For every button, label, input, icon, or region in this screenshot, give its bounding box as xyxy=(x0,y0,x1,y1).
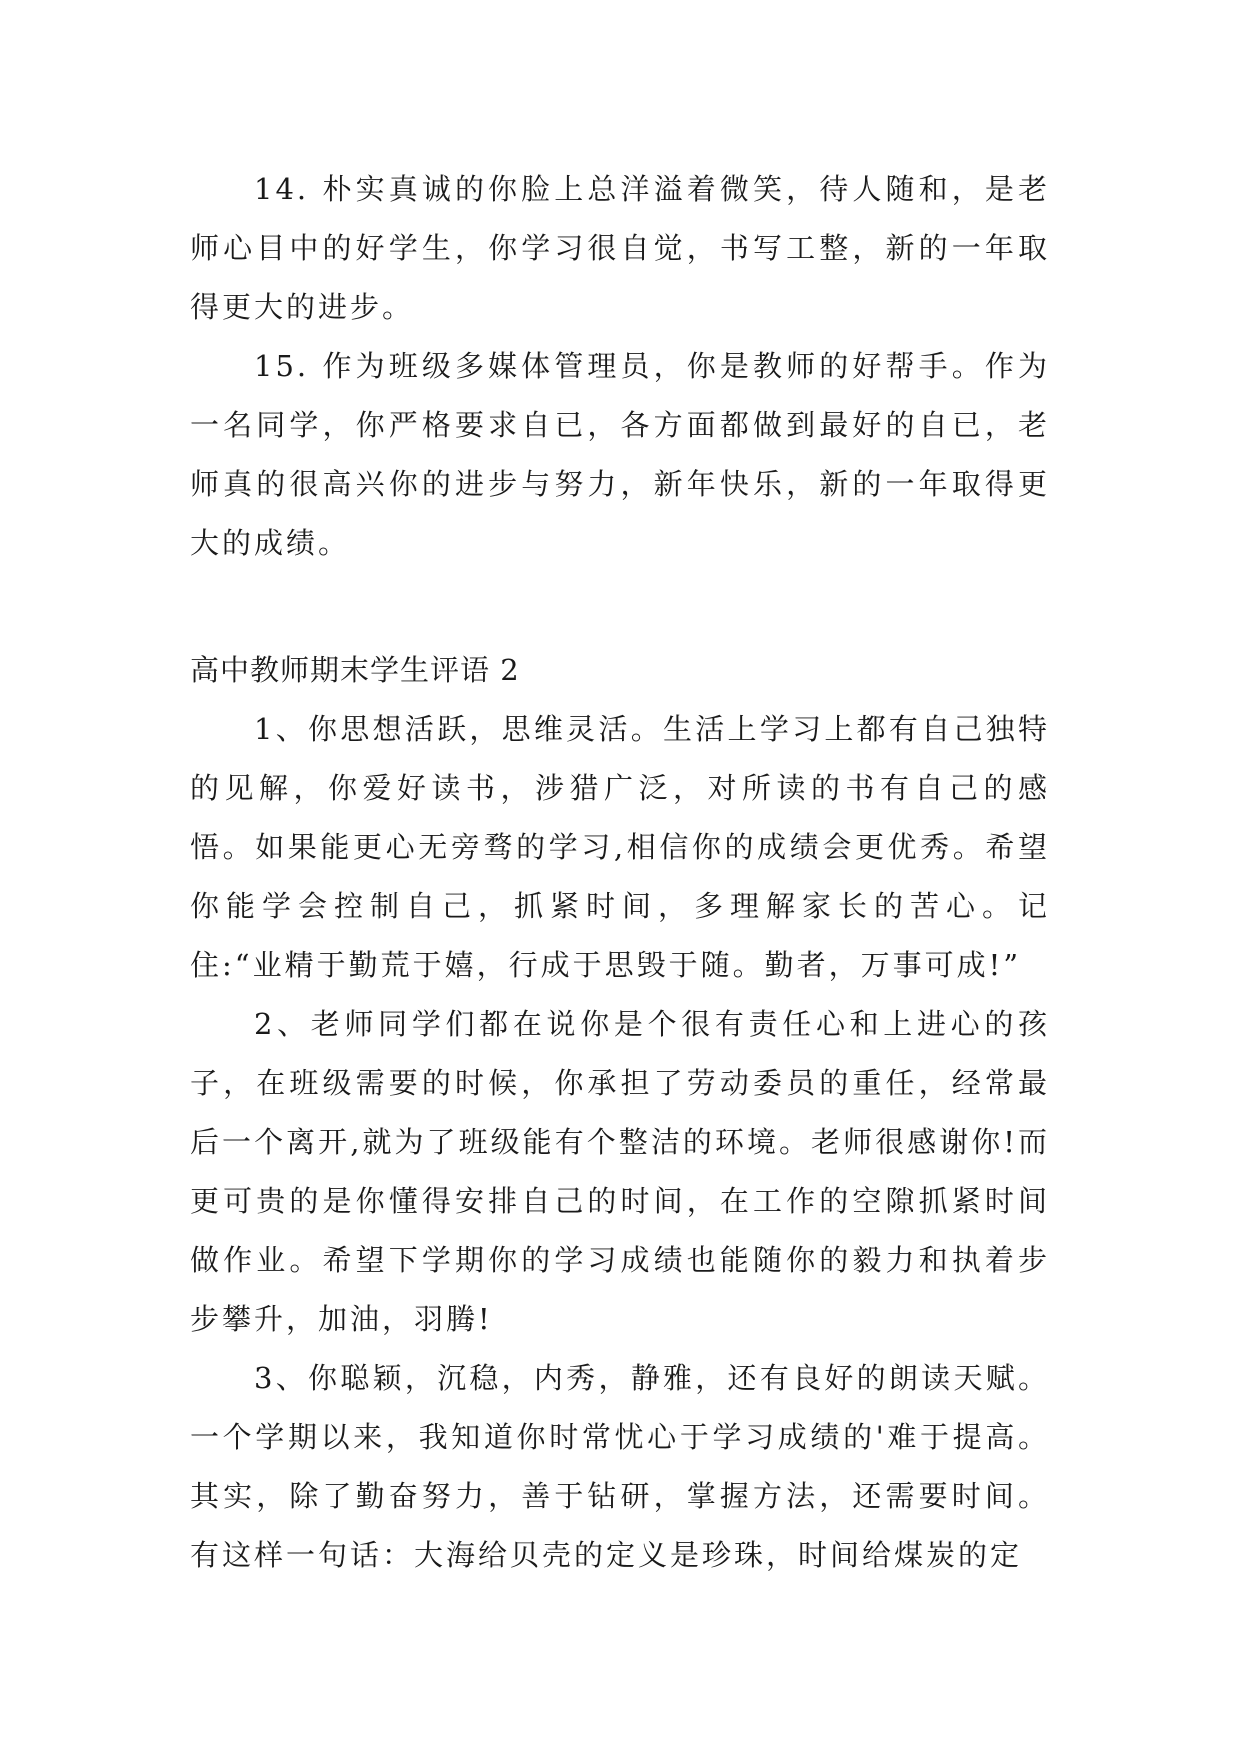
comment-14: 14. 朴实真诚的你脸上总洋溢着微笑，待人随和，是老师心目中的好学生，你学习很自觉，书写工整，新的一年取得更大的进步。 xyxy=(190,172,1050,324)
section-heading: 高中教师期末学生评语 2 xyxy=(190,653,520,687)
document-page xyxy=(190,160,1050,1585)
comment-15: 15. 作为班级多媒体管理员，你是教师的好帮手。作为一名同学，你严格要求自已，各方面都做到最好的自已，老师真的很高兴你的进步与努力，新年快乐，新的一年取得更大的成绩。 xyxy=(190,349,1050,560)
comment-3: 3、你聪颖，沉稳，内秀，静雅，还有良好的朗读天赋。一个学期以来，我知道你时常忧心于学习成绩的'难于提高。其实，除了勤奋努力，善于钻研，掌握方法，还需要时间。有这样一句话：大海给贝壳的定义是珍珠，时间给煤炭的定 xyxy=(190,1361,1050,1572)
comment-2: 2、老师同学们都在说你是个很有责任心和上进心的孩子，在班级需要的时候，你承担了劳动委员的重任，经常最后一个离开,就为了班级能有个整洁的环境。老师很感谢你!而更可贵的是你懂得安排自己的时间，在工作的空隙抓紧时间做作业。希望下学期你的学习成绩也能随你的毅力和执着步步攀升，加油，羽腾! xyxy=(190,1007,1050,1336)
comment-1: 1、你思想活跃，思维灵活。生活上学习上都有自己独特的见解，你爱好读书，涉猎广泛，对所读的书有自己的感悟。如果能更心无旁骛的学习,相信你的成绩会更优秀。希望你能学会控制自己，抓紧时间，多理解家长的苦心。记住:“业精于勤荒于嬉，行成于思毁于随。勤者，万事可成!” xyxy=(190,712,1050,982)
